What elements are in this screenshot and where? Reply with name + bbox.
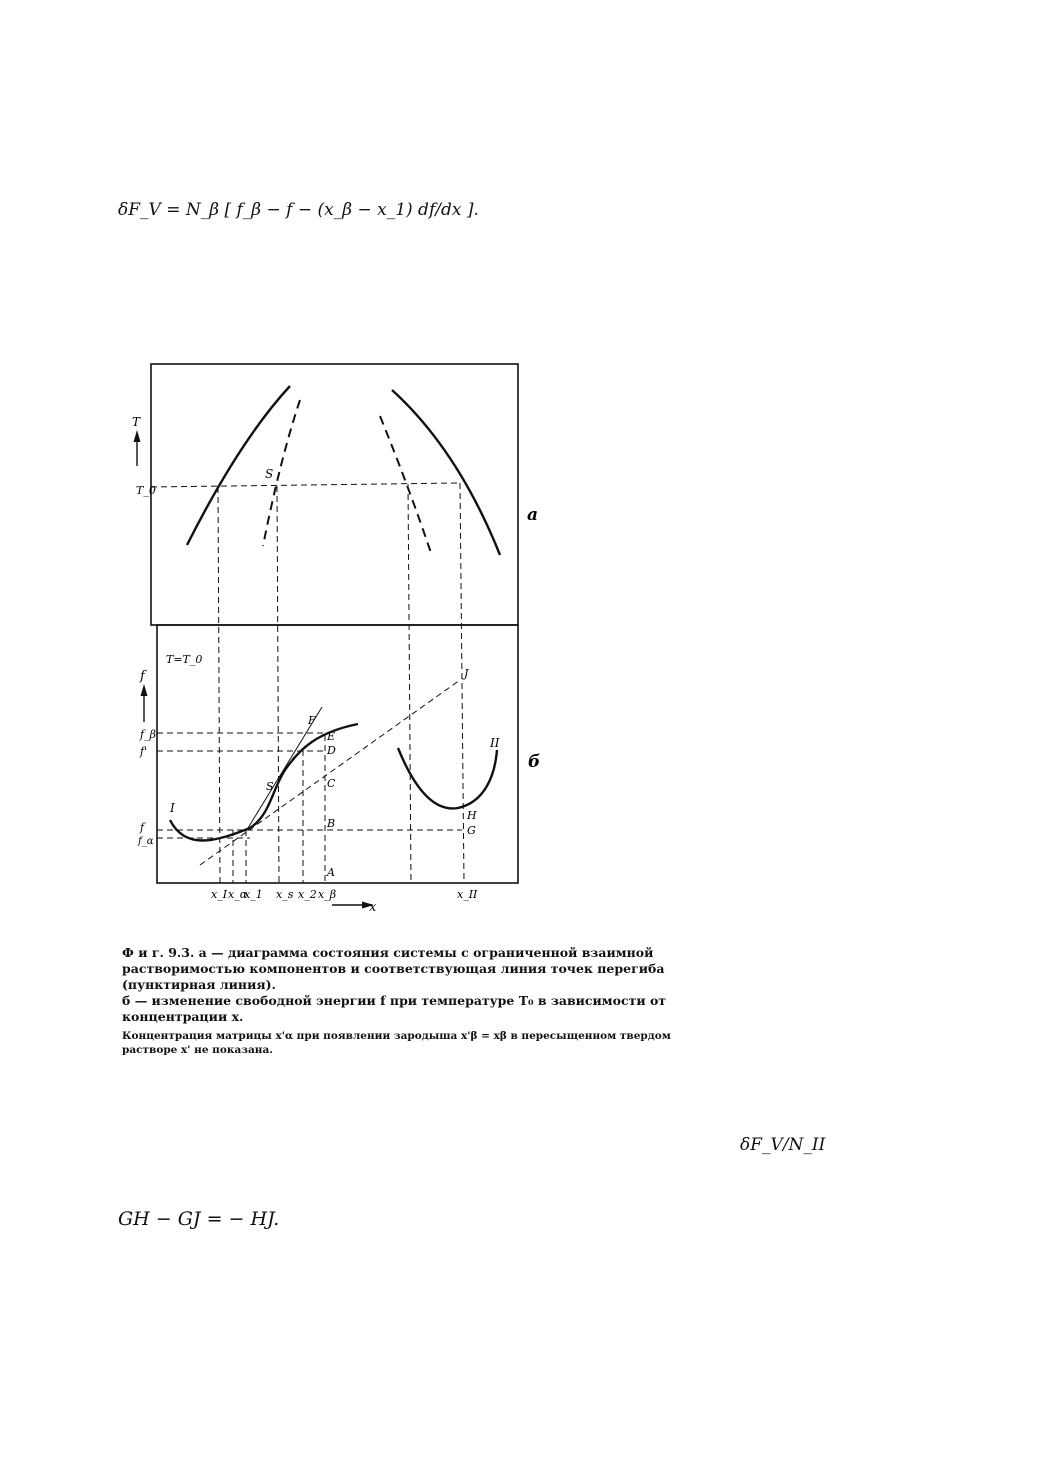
figure-9-3 [100, 350, 560, 924]
t0-level-line [151, 483, 460, 487]
equation-ratio: δF_V/N_II [740, 1135, 826, 1155]
panel-a-label: а [527, 505, 539, 525]
x-tick-x-2: x_2 [298, 888, 317, 901]
y-axis-label-a: T [132, 415, 141, 429]
equation-free-energy-change: δF_V = N_β [ f_β − f − (x_β − x_1) df/dx ]. [118, 200, 479, 220]
point-label-h: H [467, 809, 477, 822]
x-tick-x-1: x_1 [244, 888, 263, 901]
y-tick-f-beta: f_β [140, 728, 156, 741]
figure-caption [122, 945, 692, 1057]
solvus-curve-right [392, 390, 500, 555]
point-label-g: G [467, 824, 476, 837]
point-label-a: A [327, 866, 335, 879]
point-label-j: J [464, 667, 469, 680]
x-tick-x-ii: x_II [457, 888, 478, 901]
caption-note: Концентрация матрицы x'α при появлении зародыша x'β = xβ в пересыщенном твердом растворе x' не показана. [122, 1030, 671, 1056]
figure-svg [100, 350, 560, 920]
equation-segments: GH − GJ = − HJ. [118, 1208, 280, 1230]
t0-label: T_0 [136, 484, 156, 497]
y-axis-label-b: f [140, 669, 145, 684]
y-tick-f-alpha: f_α [138, 836, 154, 847]
panel-b-label: б [528, 752, 541, 772]
x-axis-label: x [369, 900, 377, 915]
curve-phase-ii [398, 748, 497, 808]
spinodal-curve-right [380, 416, 432, 556]
point-label-s-b: S [266, 780, 274, 793]
x-tick-x-i: x_I [211, 888, 228, 901]
point-label-f: F [308, 714, 316, 727]
point-label-c: C [327, 777, 336, 790]
tangent-line-j [200, 680, 460, 865]
caption-part-b: б — изменение свободной энергии f при температуре T₀ в зависимости от концентрации x. [122, 993, 667, 1024]
y-tick-f: f [140, 821, 145, 834]
x-tick-x-s: x_s [276, 888, 294, 901]
caption-part-a: Ф и г. 9.3. а — диаграмма состояния системы с ограниченной взаимной растворимостью компонентов и соответствующая линия точек перегиба (пунктирная линия). [122, 945, 665, 992]
temperature-label: T=T_0 [166, 653, 203, 666]
x-tick-x-alpha: x_α [228, 888, 248, 901]
point-label-s-a: S [265, 467, 274, 481]
point-label-e: E [327, 730, 336, 743]
point-label-d: D [327, 744, 336, 757]
panel-a-frame [151, 364, 518, 625]
curve-label-i: I [170, 801, 175, 815]
y-tick-f-prime: f' [140, 745, 148, 758]
x-tick-x-beta: x_β [318, 888, 337, 901]
curve-label-ii: II [490, 736, 500, 750]
arrowheads [134, 430, 375, 909]
point-label-b: B [327, 817, 336, 830]
solvus-curve-left [187, 386, 290, 545]
